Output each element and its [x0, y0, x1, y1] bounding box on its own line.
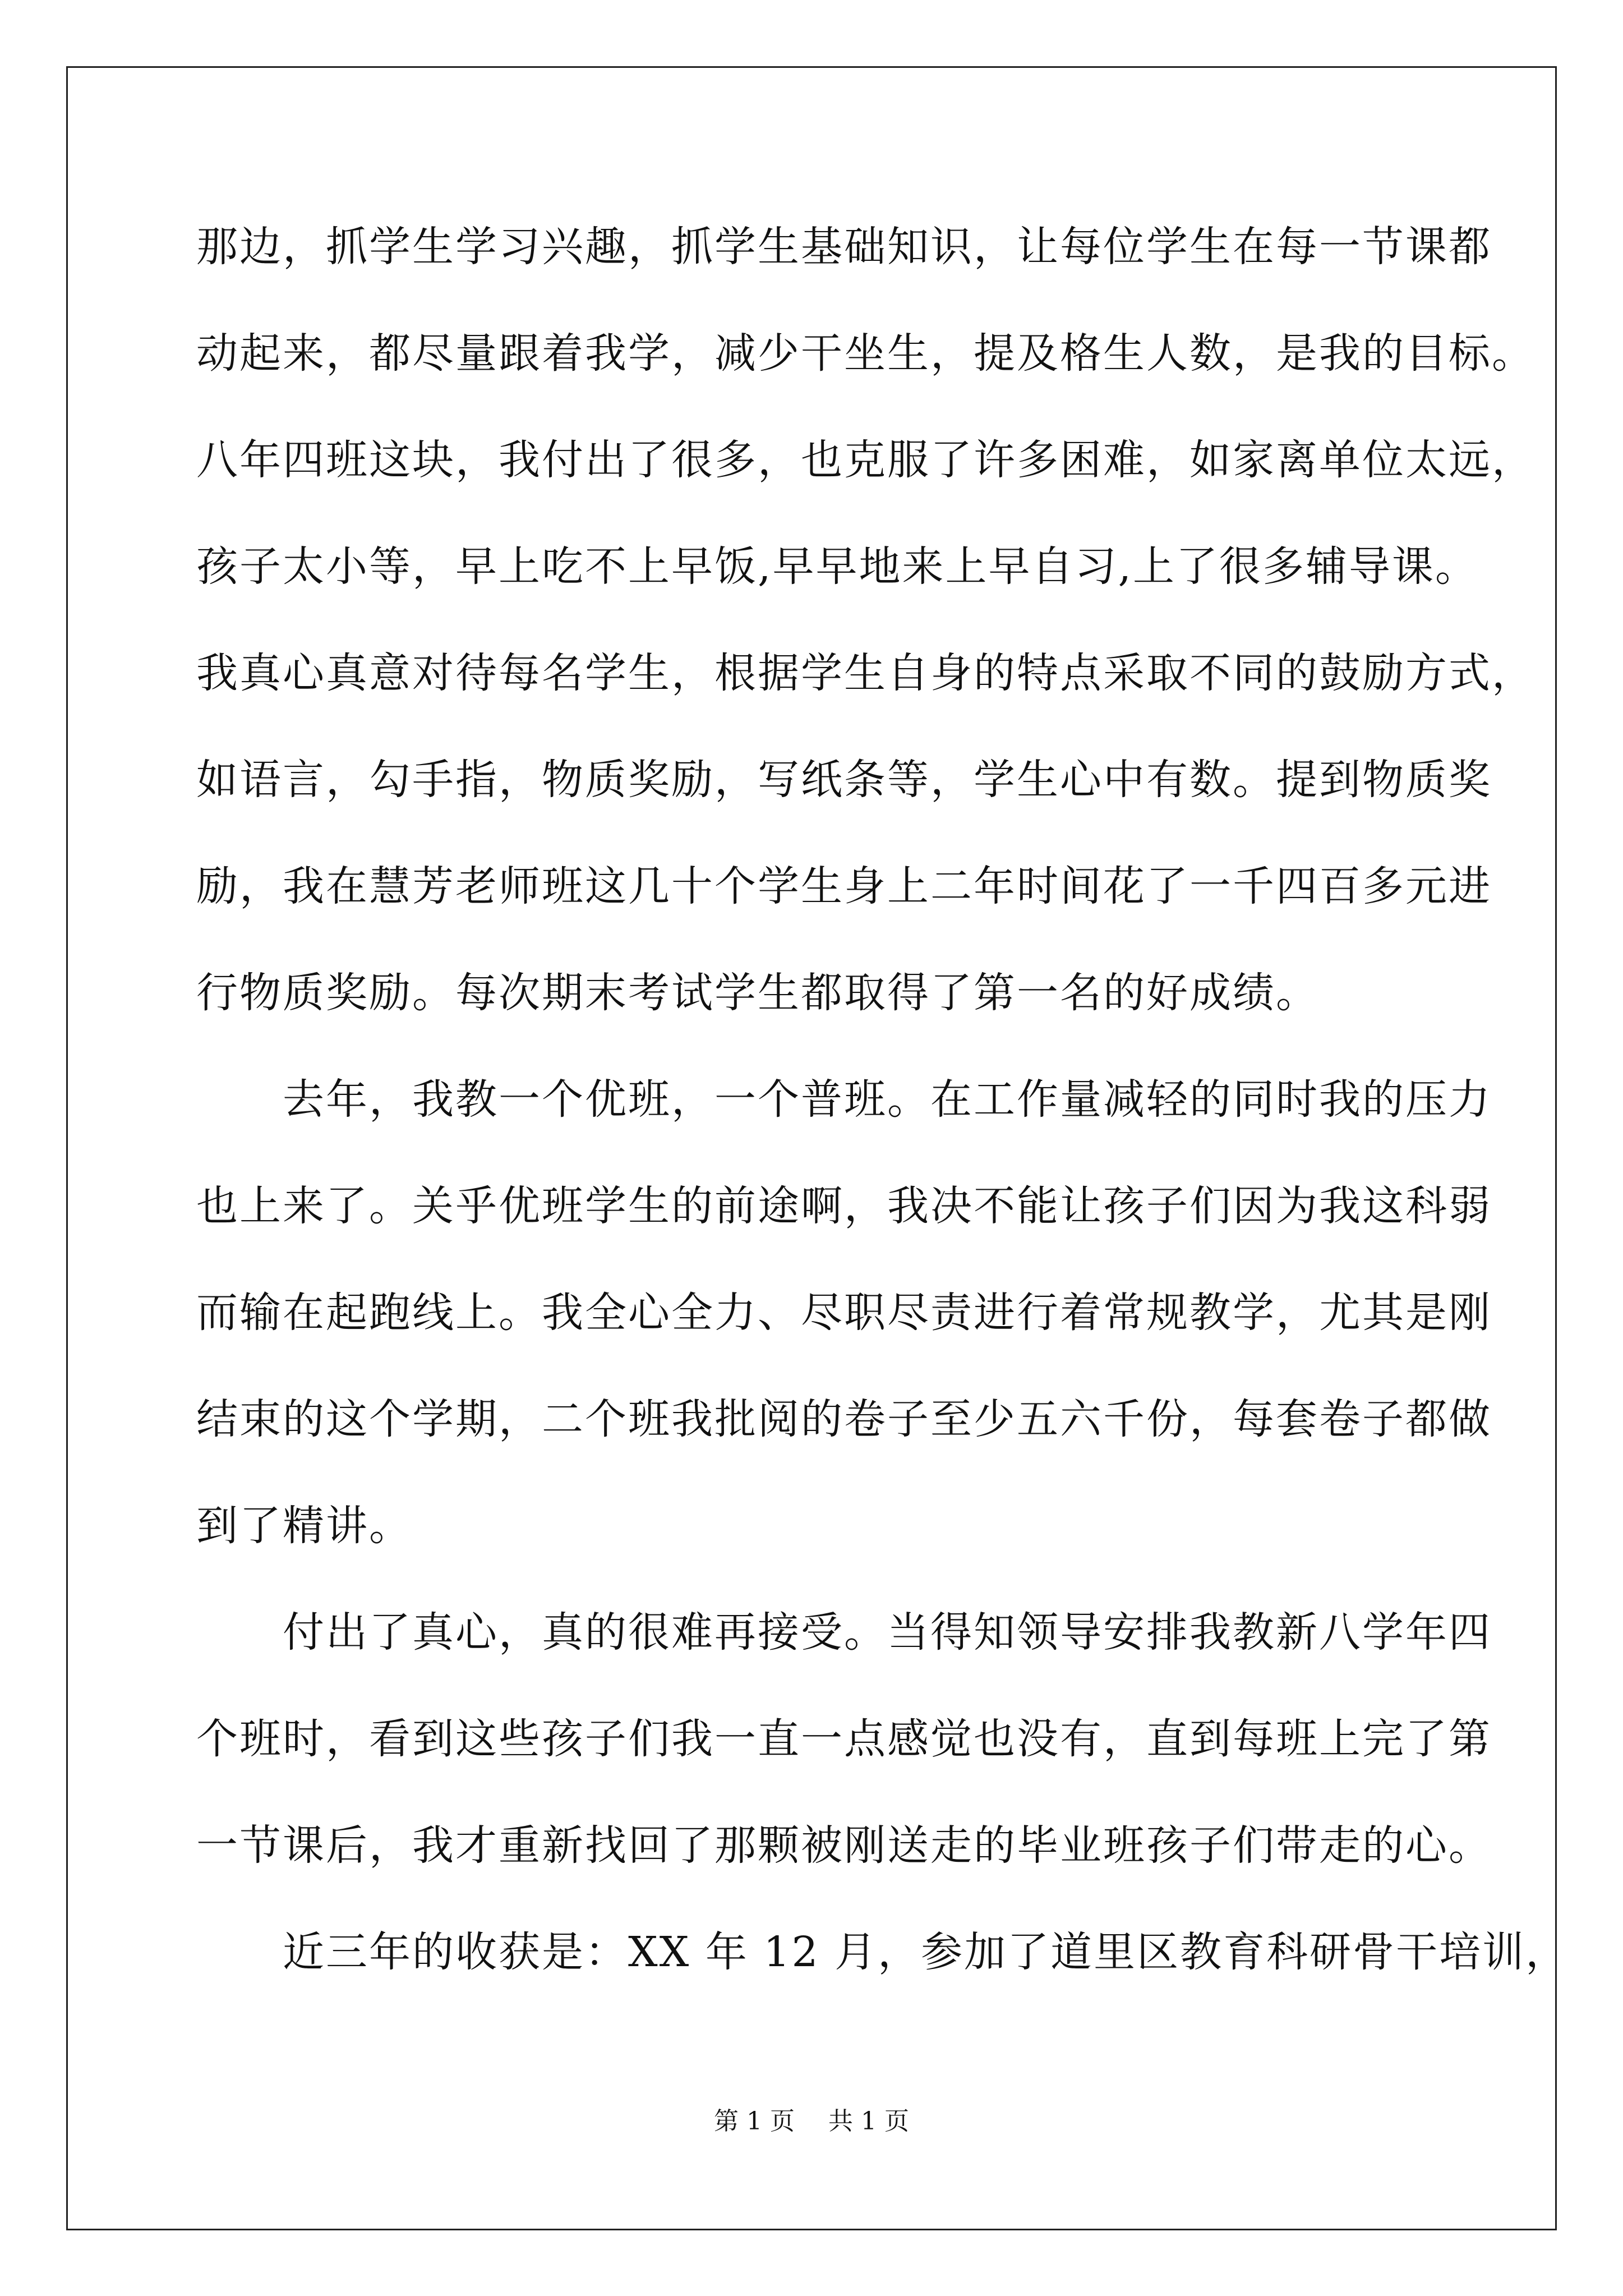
text-line: 一节课后，我才重新找回了那颗被刚送走的毕业班孩子们带走的心。: [196, 1821, 1492, 1870]
text-line: 结束的这个学期，二个班我批阅的卷子至少五六千份，每套卷子都做: [196, 1395, 1492, 1443]
text-line: 动起来，都尽量跟着我学，减少干坐生，提及格生人数，是我的目标。: [196, 329, 1535, 378]
page-total: 共 1 页: [828, 2107, 909, 2136]
document-body: [196, 213, 1569, 2025]
text-line: 个班时，看到这些孩子们我一直一点感觉也没有，直到每班上完了第: [196, 1715, 1492, 1763]
text-line: 我真心真意对待每名学生，根据学生自身的特点采取不同的鼓励方式，: [196, 649, 1535, 697]
text-line: 那边，抓学生学习兴趣，抓学生基础知识，让每位学生在每一节课都: [196, 223, 1492, 271]
text-line: 励，我在慧芳老师班这几十个学生身上二年时间花了一千四百多元进: [196, 862, 1492, 910]
text-line: 八年四班这块，我付出了很多，也克服了许多困难，如家离单位太远，: [196, 436, 1535, 484]
text-line: 而输在起跑线上。我全心全力、尽职尽责进行着常规教学，尤其是刚: [196, 1289, 1492, 1337]
text-line: 到了精讲。: [196, 1502, 412, 1550]
page-number: 第 1 页: [714, 2107, 795, 2136]
text-line: 行物质奖励。每次期末考试学生都取得了第一名的好成绩。: [196, 969, 1319, 1017]
text-line: 去年，我教一个优班，一个普班。在工作量减轻的同时我的压力: [196, 1075, 1492, 1124]
text-line: 也上来了。关乎优班学生的前途啊，我决不能让孩子们因为我这科弱: [196, 1182, 1492, 1230]
text-line: 如语言，勾手指，物质奖励，写纸条等，学生心中有数。提到物质奖: [196, 756, 1492, 804]
page-footer: [0, 2101, 1623, 2137]
text-line: 孩子太小等，早上吃不上早饭,早早地来上早自习,上了很多辅导课。: [196, 542, 1479, 591]
text-line: 付出了真心，真的很难再接受。当得知领导安排我教新八学年四: [196, 1608, 1492, 1657]
text-line: 近三年的收获是：XX 年 12 月，参加了道里区教育科研骨干培训，: [196, 1928, 1569, 1976]
